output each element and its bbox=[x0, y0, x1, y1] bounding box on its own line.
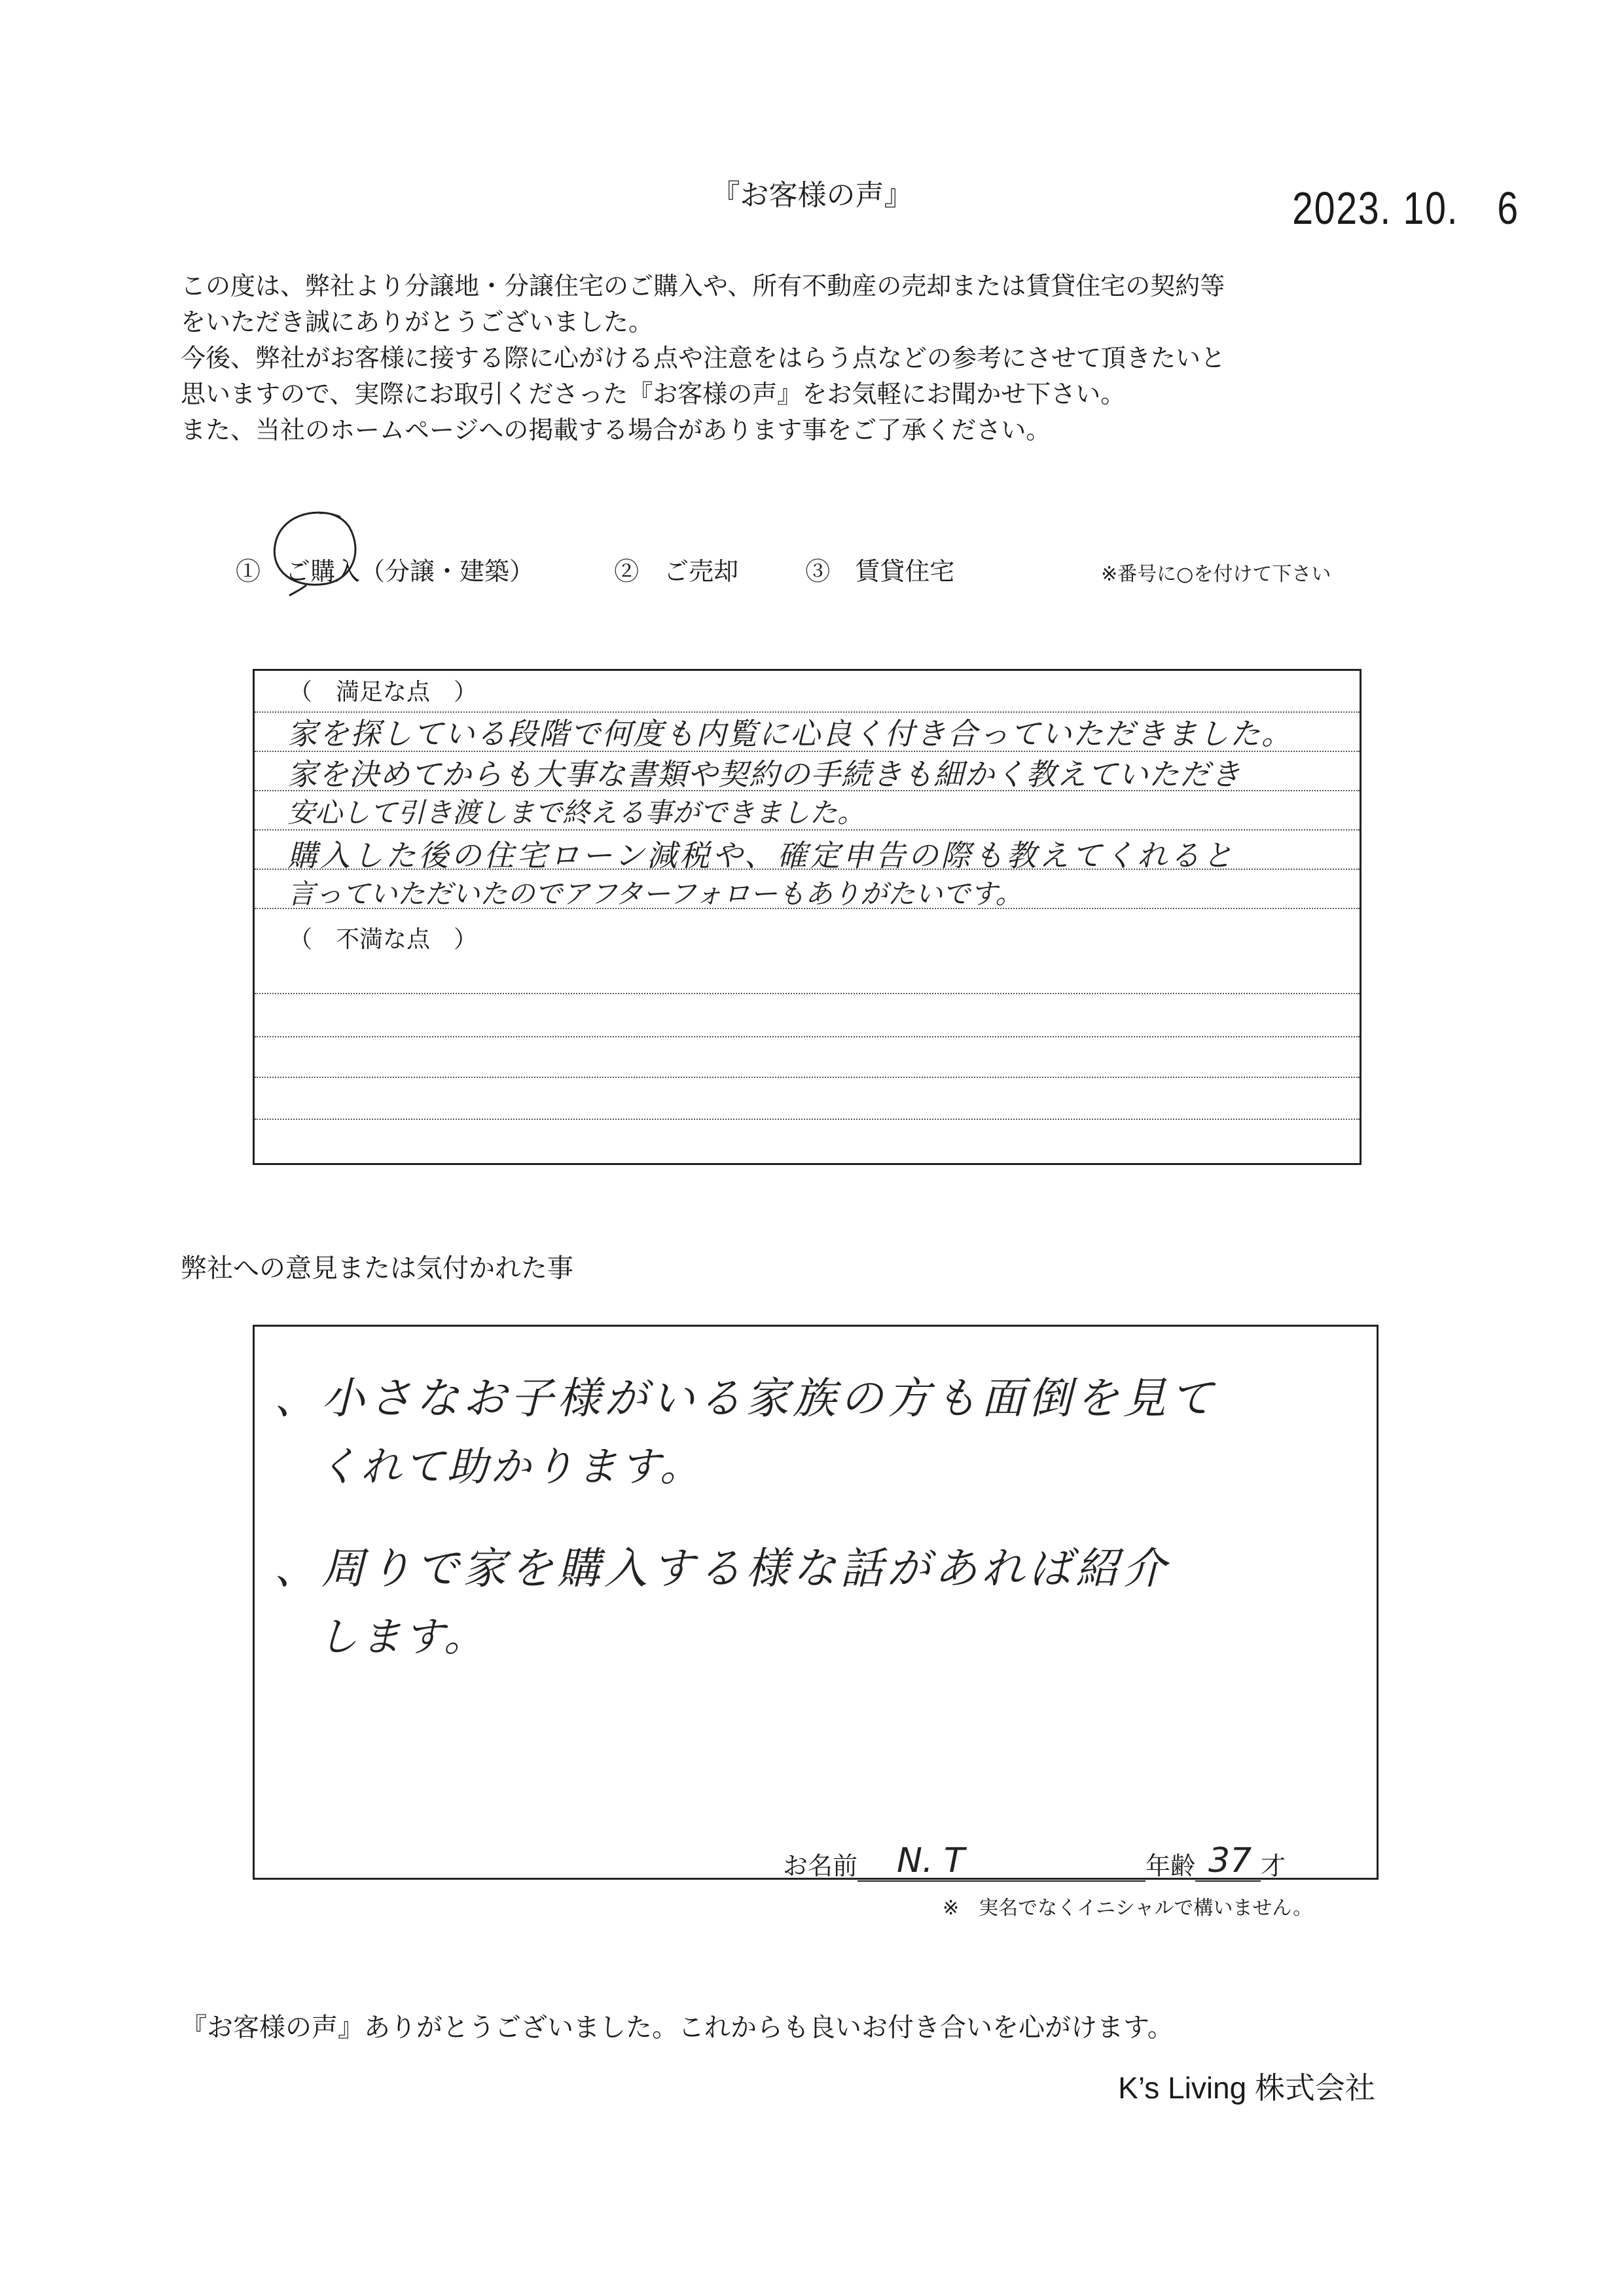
name-value: N. T bbox=[897, 1841, 965, 1880]
opinion-line: 、小さなお子様がいる家族の方も面倒を見て bbox=[274, 1373, 1217, 1424]
intro-line: 今後、弊社がお客様に接する際に心がける点や注意をはらう点などの参考にさせて頂きたいと bbox=[181, 344, 1226, 372]
opinion-line: 、周りで家を購入する様な話があれば紹介 bbox=[274, 1543, 1170, 1594]
ruled-line bbox=[255, 993, 1360, 994]
age-field[interactable] bbox=[1195, 1841, 1261, 1882]
option-purchase[interactable]: ① ご購入（分譲・建築） bbox=[236, 557, 535, 586]
intro-line: 思いますので、実際にお取引くださった『お客様の声』をお気軽にお聞かせ下さい。 bbox=[181, 380, 1126, 408]
opinion-line: します。 bbox=[274, 1613, 488, 1660]
name-field[interactable] bbox=[857, 1841, 1146, 1882]
satisfied-line: 言っていただいたのでアフターフォローもありがたいです。 bbox=[287, 878, 1023, 910]
ruled-line bbox=[255, 1036, 1360, 1037]
opinion-box bbox=[253, 1325, 1379, 1880]
satisfied-line: 購入した後の住宅ローン減税や、確定申告の際も教えてくれると bbox=[287, 838, 1236, 873]
ruled-line bbox=[255, 1119, 1360, 1120]
option-rental[interactable]: ③ 賃貸住宅 bbox=[805, 557, 955, 586]
selection-circle-mark bbox=[267, 505, 365, 597]
intro-line: この度は、弊社より分譲地・分譲住宅のご購入や、所有不動産の売却または賃貸住宅の契約等 bbox=[181, 272, 1225, 300]
intro-text bbox=[181, 268, 1398, 448]
satisfied-label: （ 満足な点 ） bbox=[289, 679, 478, 706]
opinion-line: くれて助かります。 bbox=[274, 1443, 704, 1490]
age-value: 37 bbox=[1208, 1841, 1252, 1880]
ruled-line bbox=[255, 1077, 1360, 1078]
satisfied-line: 家を探している段階で何度も内覧に心良く付き合っていただきました。 bbox=[287, 716, 1293, 751]
initials-note: ※ 実名でなくイニシャルで構いません。 bbox=[943, 1897, 1313, 1920]
feedback-box bbox=[253, 669, 1362, 1165]
satisfied-line: 家を決めてからも大事な書類や契約の手続きも細かく教えていただき bbox=[287, 757, 1241, 792]
age-unit: 才 bbox=[1261, 1852, 1286, 1880]
option-sale[interactable]: ② ご売却 bbox=[614, 557, 739, 586]
intro-line: また、当社のホームページへの掲載する場合があります事をご了承ください。 bbox=[181, 416, 1051, 444]
company-name: K’s Living 株式会社 bbox=[1118, 2071, 1375, 2105]
signature-row bbox=[783, 1841, 1286, 1882]
intro-line: をいただき誠にありがとうございました。 bbox=[181, 308, 654, 336]
age-label: 年齢 bbox=[1146, 1852, 1196, 1880]
option-instruction: ※番号に○を付けて下さい bbox=[1101, 563, 1331, 586]
opinion-label: 弊社への意見または気付かれた事 bbox=[181, 1253, 573, 1283]
satisfied-line: 安心して引き渡しまで終える事ができました。 bbox=[287, 797, 865, 829]
dissatisfied-label: （ 不満な点 ） bbox=[289, 926, 478, 953]
page-title: 『お客様の声』 bbox=[711, 179, 913, 212]
closing-message: 『お客様の声』ありがとうございました。これからも良いお付き合いを心がけます。 bbox=[181, 2013, 1174, 2043]
date-stamp: 2023. 10. 6 bbox=[1292, 183, 1519, 234]
name-label: お名前 bbox=[783, 1852, 858, 1880]
